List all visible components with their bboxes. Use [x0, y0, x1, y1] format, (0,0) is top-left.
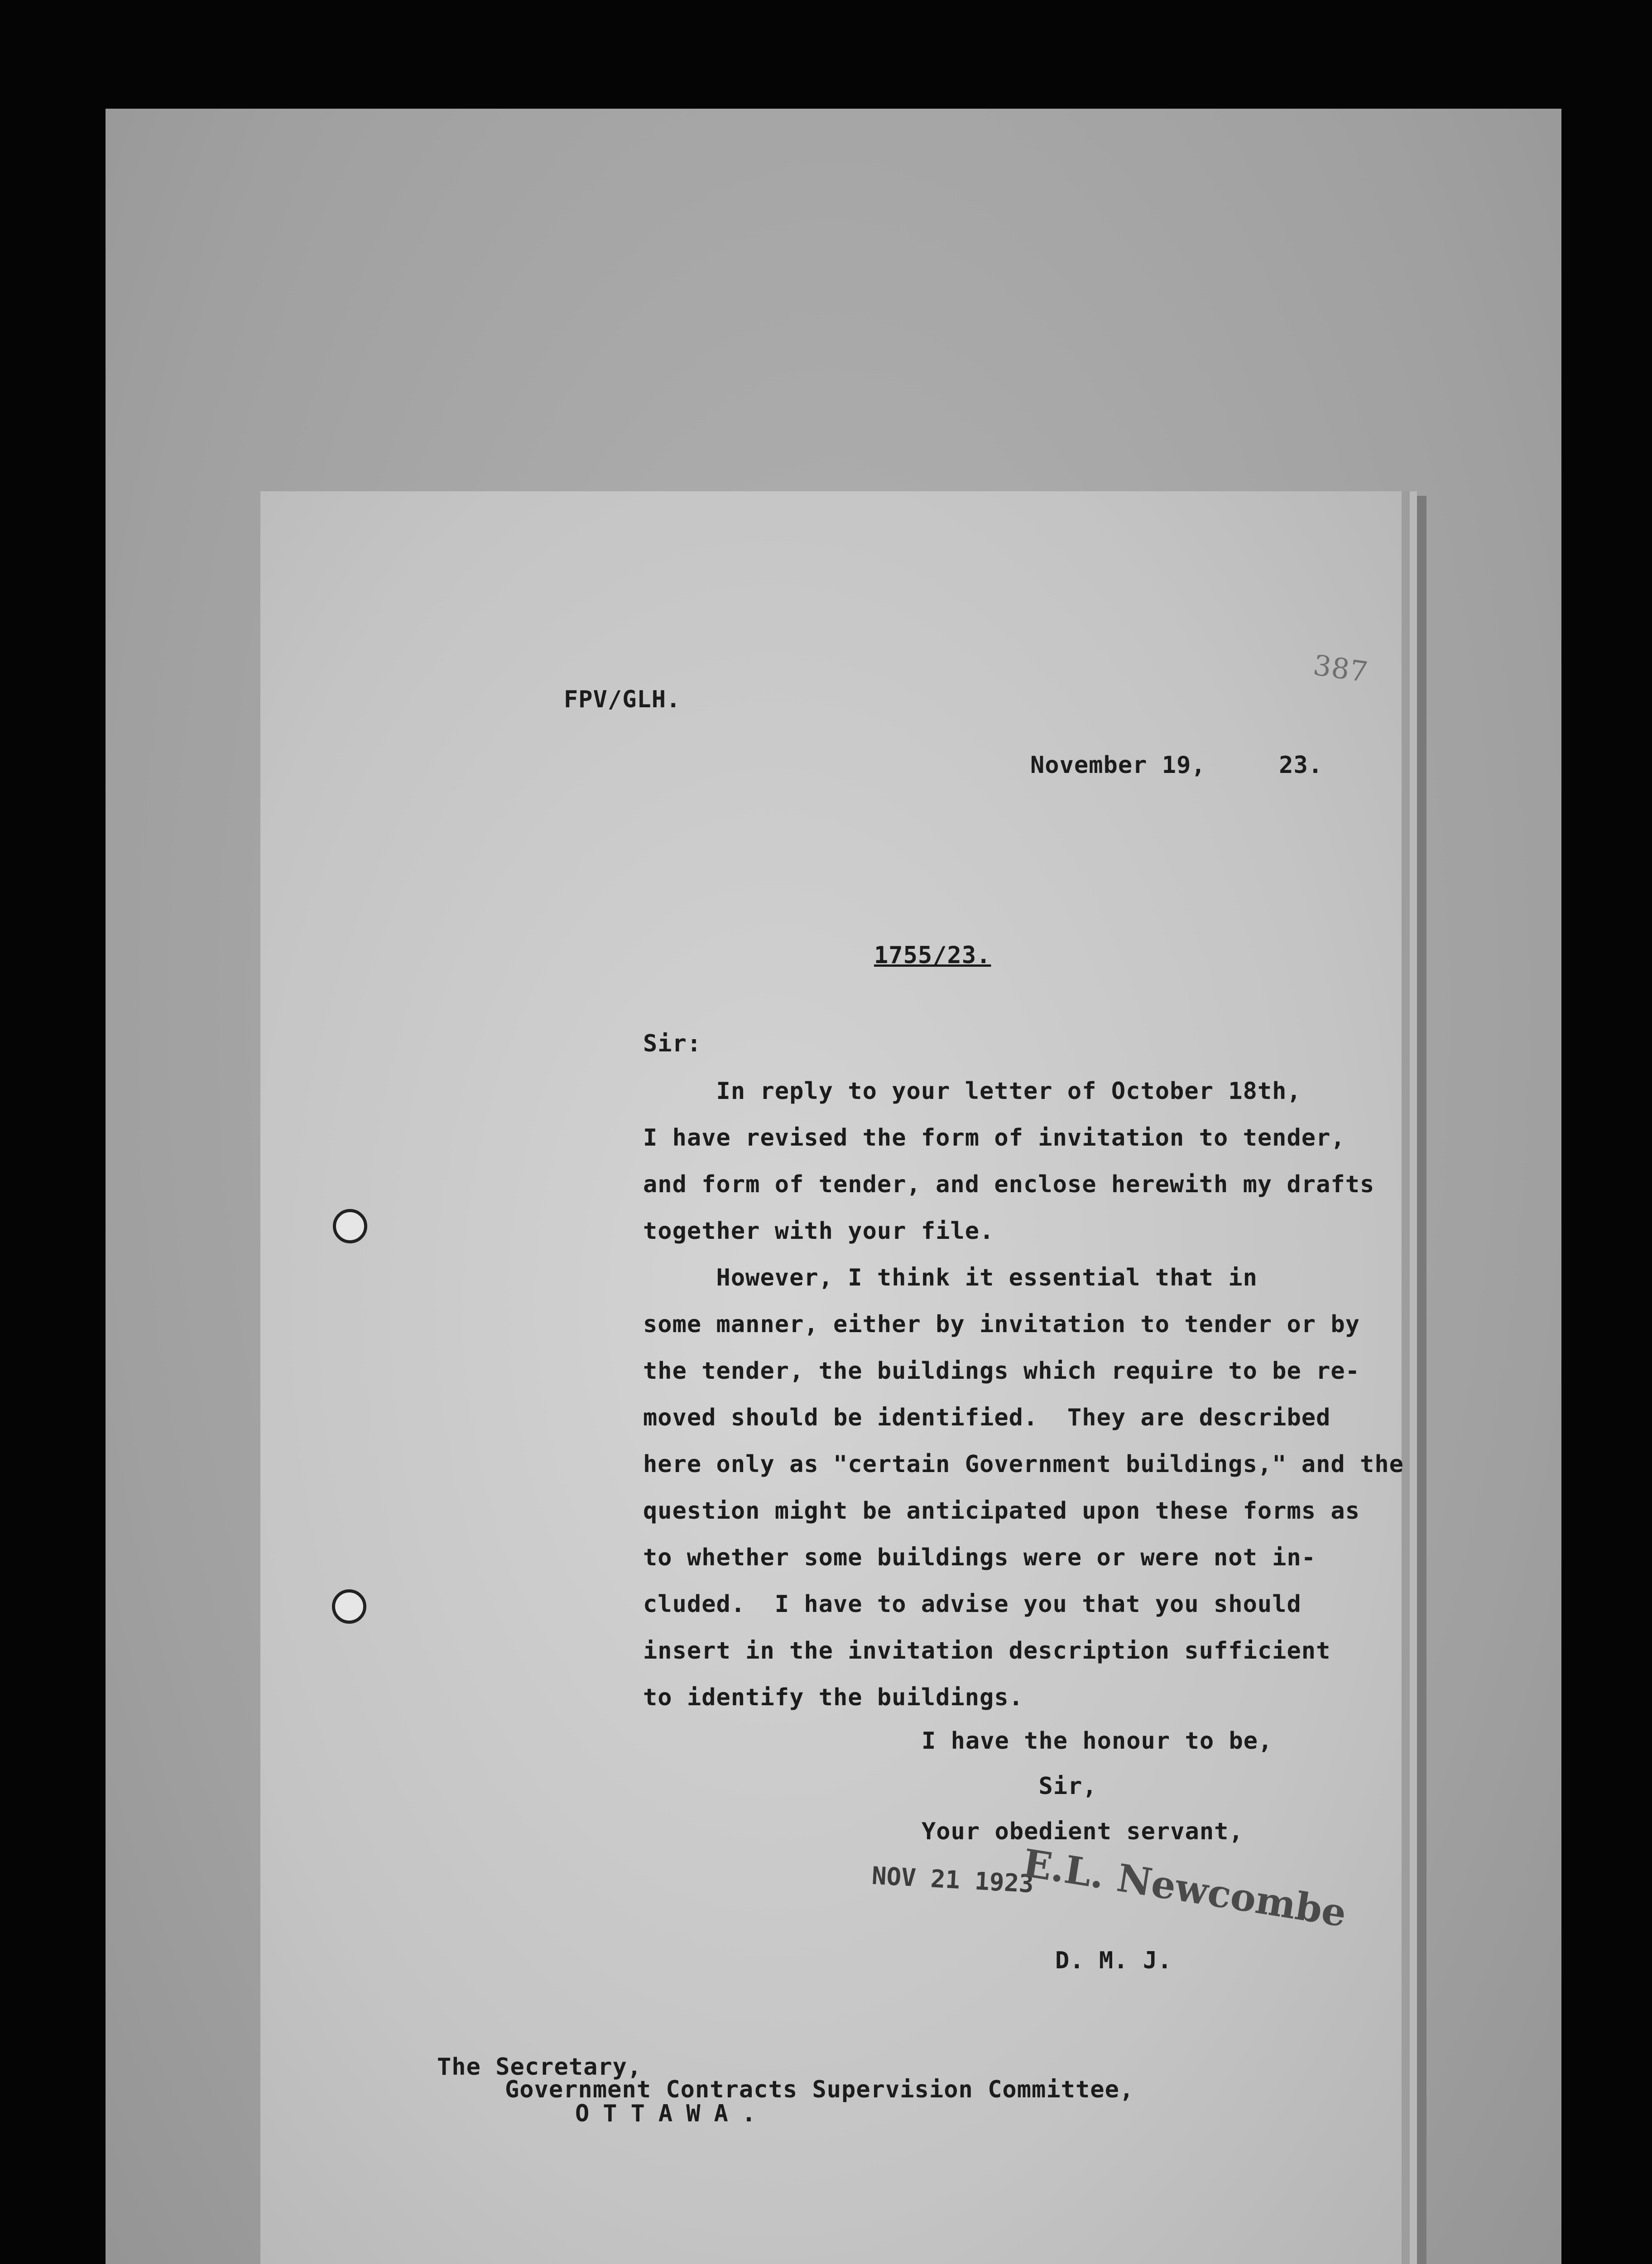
closing-line: I have the honour to be, [922, 1727, 1273, 1755]
body-line: I have revised the form of invitation to tender, [643, 1124, 1345, 1151]
closing-line: Sir, [922, 1773, 1097, 1800]
salutation: Sir: [643, 1030, 702, 1057]
sheet-edge-shadow [1402, 496, 1426, 2264]
body-line: here only as "certain Government buildings," and the [643, 1451, 1404, 1478]
signature-stamp: E.L. Newcombe [1019, 1840, 1349, 1936]
body-line: the tender, the buildings which require to be re- [643, 1357, 1360, 1385]
addressee-committee: Government Contracts Supervision Committee, [505, 2076, 1134, 2103]
body-line: and form of tender, and enclose herewith my drafts [643, 1171, 1375, 1198]
body-line: insert in the invitation description sufficient [643, 1637, 1331, 1664]
body-line: together with your file. [643, 1218, 994, 1245]
reference-initials: FPV/GLH. [564, 686, 681, 713]
addressee-city: OTTAWA. [575, 2100, 770, 2127]
punch-hole-bottom [332, 1589, 366, 1624]
file-number: 1755/23. [874, 942, 991, 969]
addressee-title: The Secretary, [437, 2053, 642, 2081]
body-line: some manner, either by invitation to tender or by [643, 1311, 1360, 1338]
body-line: In reply to your letter of October 18th, [643, 1078, 1301, 1105]
letter-date: November 19, 23. [1030, 752, 1323, 779]
body-line: to identify the buildings. [643, 1684, 1023, 1711]
closing-line: Your obedient servant, [922, 1818, 1244, 1845]
body-line: question might be anticipated upon these forms as [643, 1497, 1360, 1525]
body-line: However, I think it essential that in [643, 1264, 1258, 1291]
signature-title: D. M. J. [1055, 1947, 1172, 1974]
punch-hole-top [333, 1209, 367, 1243]
received-date-stamp: NOV 21 1923 [871, 1861, 1035, 1899]
page-number: 387 [1311, 648, 1370, 689]
body-line: moved should be identified. They are described [643, 1404, 1331, 1431]
body-line: cluded. I have to advise you that you should [643, 1591, 1301, 1618]
body-line: to whether some buildings were or were not in- [643, 1544, 1316, 1571]
